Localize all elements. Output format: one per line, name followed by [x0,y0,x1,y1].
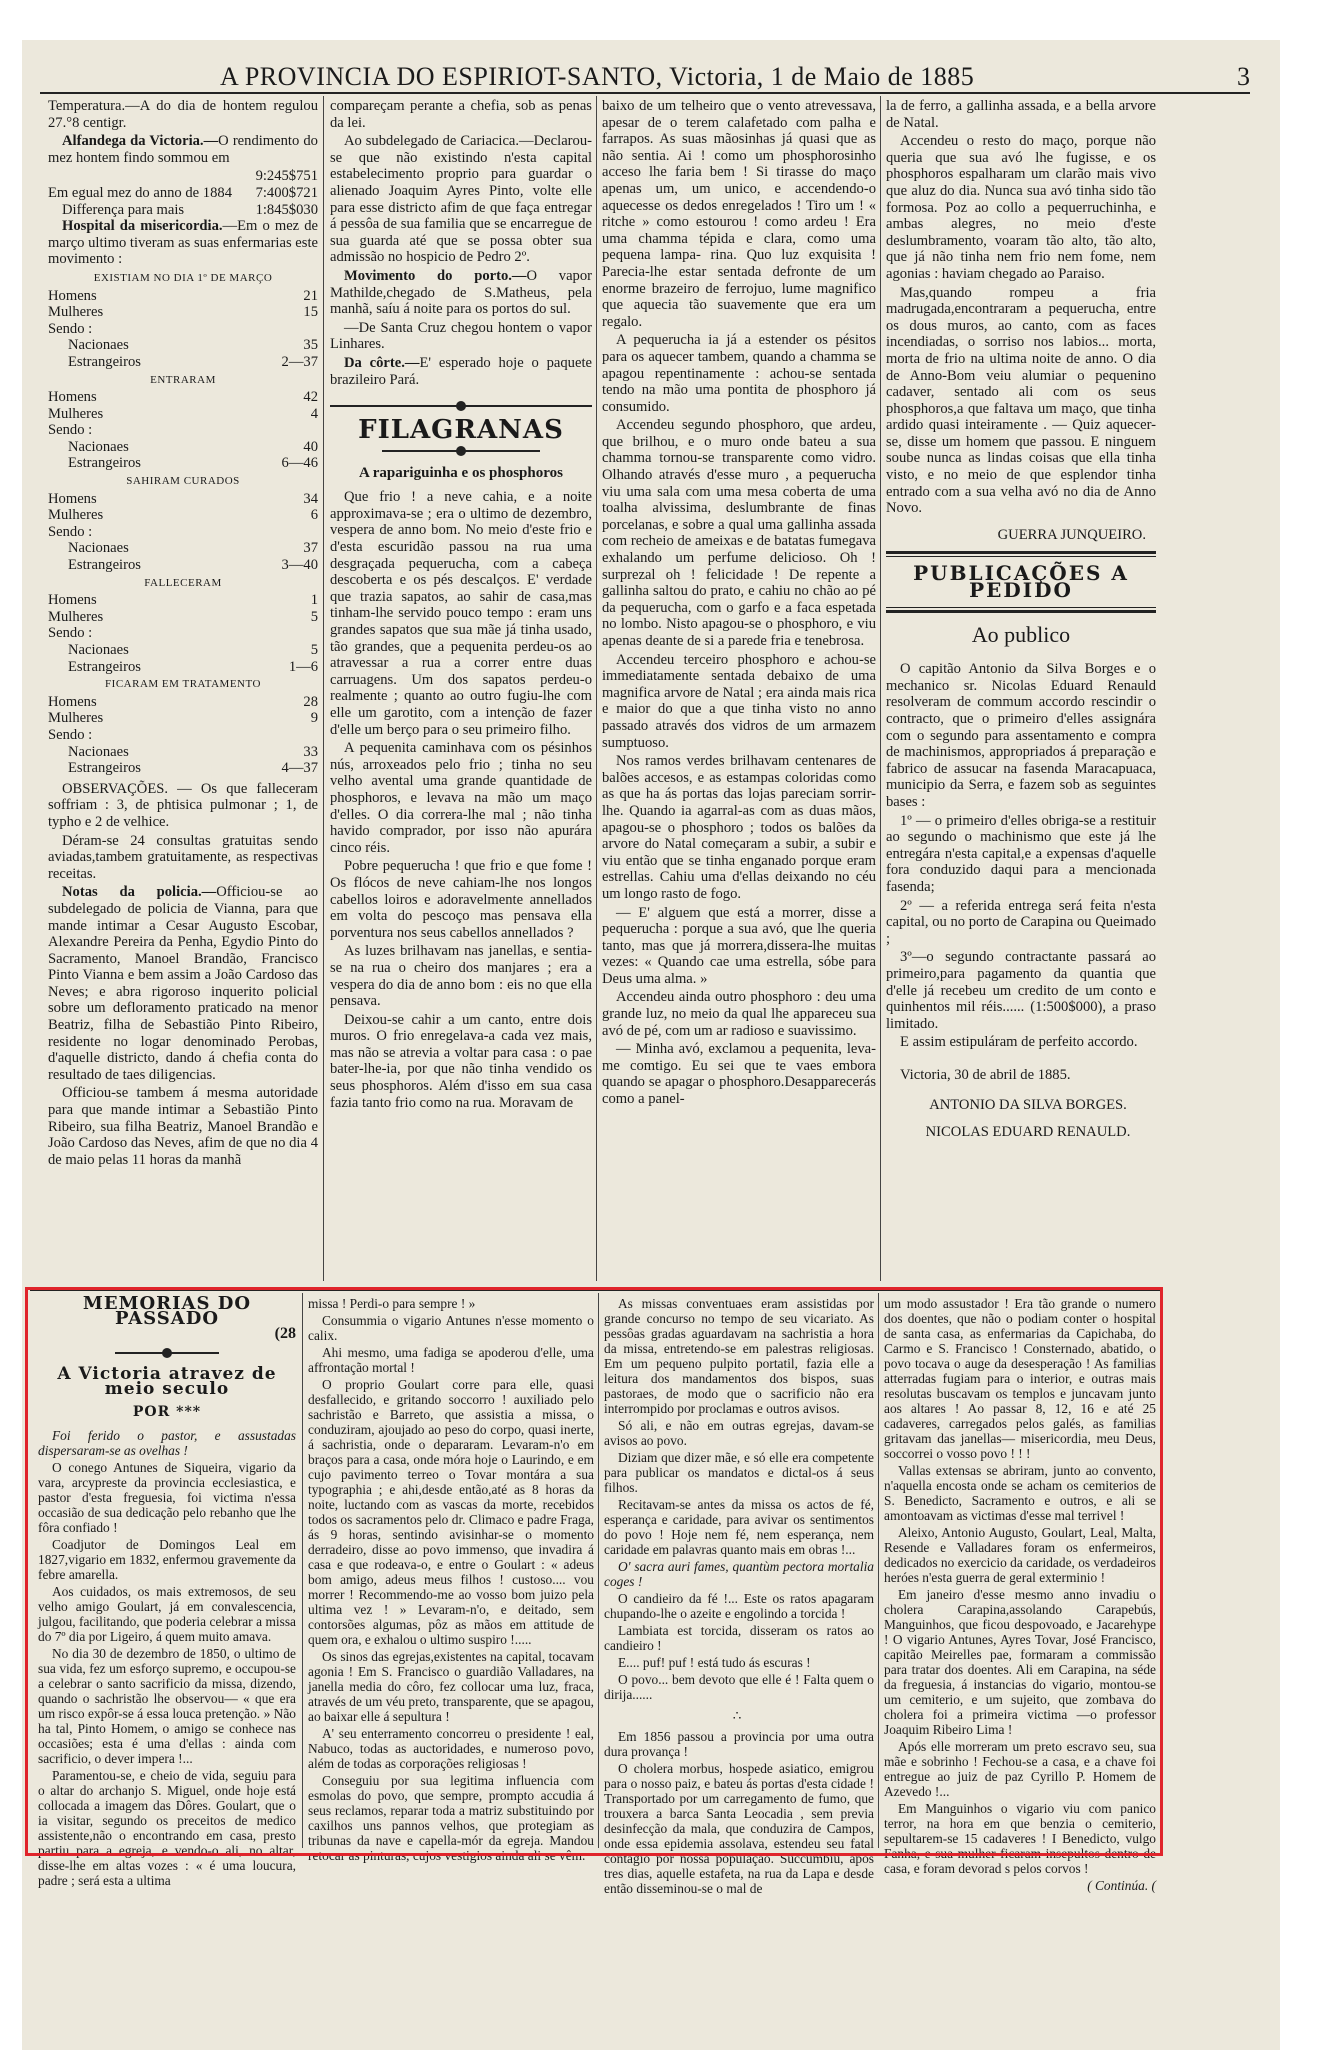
notas-head: Notas da policia.— [62,884,217,901]
col3-text: baixo de um telheiro que o vento atrevessava, apesar de o terem calafetado com palha e farrapos. As suas mãosinhas já quasi que as não sentia. Ai ! como um phosphorosinho acceso lhe faria bem ! Si tirasse do maço apenas um, um unico, e accendendo-o aquecesse os dedos enregelados ! Tiro um ! « ritche » como estourou ! como ardeu ! Era uma chamma tépida e clara, como uma pequena lampa- rina. Quo luz exquisita ! Parecia-lhe estar sentada defronte de um enorme brazeiro de ferrojuo, lume magnifico que aquecia tão suavemente que era um regalo. [602,98,876,330]
memorias-c1d: No dia 30 de dezembro de 1850, o ultimo de sua vida, fez um esforço supremo, e occupou-se a celebrar o santo sacrificio da missa, dizendo, quando o sachristão lhe observou— « que era um risco expôr-se á essa louca pretenção. » Não ha tal, Pinto Homem, o amigo se conhece nas occasiões; esta é uma d'ellas : ainda com sacrificio, o dever impera !... [38,1646,296,1766]
stat-label: Nacionaes [68,642,129,658]
filagranas-heading: FILAGRANAS [358,415,564,446]
signatory-1: ANTONIO DA SILVA BORGES. [929,1097,1127,1114]
stats-subhead: SAHIRAM CURADOS [126,475,240,488]
memorias-c3i: O povo... bem devoto que elle é ! Falta quem o dirija...... [604,1672,874,1702]
memorias-c3k: O cholera morbus, hospede asiatico, emigrou para o nosso paiz, e bateu ás portas d'esta cidade ! Transportado por um carregamento de fumo, que trouxera a barca Santa Leocadia , sem previa desinfecção da mala, que conduzira de Campos, onde essa epidemia assolava, estendeu seu fatal contagio por nossa população. Succumbiu, após tres dias, aquelle estafeta, na rua da Lapa e desde então disseminou-se o mal de [604,1761,874,1896]
stat-label: Estrangeiros [68,760,141,777]
stat-value: 33 [303,743,318,760]
memorias-number: (28 [274,1325,296,1342]
memorias-c2e: Os sinos das egrejas,existentes na capital, tocavam agonia ! Em S. Francisco o guardião Valladares, na janella media do côro, fez collocar uma luz, fraca, através de um véu preto, transparente, que se apagou, ao baixar elle á sepultura ! [308,1649,594,1724]
stats-subhead: ENTRARAM [150,373,216,386]
stat-label: Estrangeiros [68,557,141,574]
signature: GUERRA JUNQUEIRO. [997,526,1146,543]
stat-value: 5 [310,642,318,658]
stat-value: 42 [303,389,318,406]
story-subheading: A rapariguinha e os phosphoros [359,464,563,481]
consultas-text: Déram-se 24 consultas gratuitas sendo aviadas,tambem gratuitamente, as respectivas receitas. [48,832,318,882]
observacoes-text: OBSERVAÇÕES. — Os que falleceram soffriam : 3, de phtisica pulmonar ; 1, de typho e 2 de velhice. [48,780,318,830]
story-p2: A pequenita caminhava com os pésinhos nús, arroxeados pelo frio ; tinha no seu velho avental uma grande quantidade de phosphoros, e levava na mão um maço d'elles. O dia correra-lhe mal ; não tinha havido comprador, por isso não apurára cinco réis. [330,740,592,856]
stat-value: 15 [303,304,318,321]
stat-label: Sendo : [48,320,93,337]
temperatura-text: Temperatura.—A do dia de hontem regulou 27.°8 centigr. [48,98,318,131]
col3-p6: — E' alguem que está a morrer, disse a pequerucha : porque a sua avó, que lhe queria tanto, mas que já morrera,dissera-lhe muitas vezes: « Quando cae uma estrella, sóbe para Deus uma alma. » [602,904,876,987]
double-rule [886,551,1156,557]
memorias-c4: um modo assustador ! Era tão grande o numero dos doentes, que não o podiam conter o hospital de santa casa, as enfermarias da Capichaba, do Carmo e S. Francisco ! Consternado, abatido, o povo tocava o auge da desesperação ! As familias atterradas fugiam para o interior, e outras mais resolutas buscavam os templos e juncavam junto aos altares ! Ao passar 8, 12, 16 e até 25 cadaveres, carregados pelos galés, as familias gritavam das janellas— misericordia, meu Deus, soccorrei o vosso povo ! ! ! [884,1296,1156,1461]
story-p5: Deixou-se cahir a um canto, entre dois muros. O frio enregelava-a cada vez mais, mas não se atrevia a voltar para casa : o pae bater-lhe-ia, por que não tinha vendido os seus phosphoros. Além d'isso em sua casa fazia tanto frio como na rua. Moravam de [330,1011,592,1111]
hospital-head: Hospital da misericordia. [62,218,223,235]
stat-label: Homens [48,389,97,406]
col4-p4: O capitão Antonio da Silva Borges e o mechanico sr. Nicolas Eduard Renauld resolveram de commum accordo rescindir o contracto, que o primeiro d'elles assignára com o segundo para assentamento e compra de machinismos, appropriados á preparação e fabrico de assucar na fasenda Maracapuaca, municipio da Serra, e fazem sob as seguintes bases : [886,661,1156,810]
memorias-title: MEMORIAS DO PASSADO [82,1293,252,1329]
alfandega-head: Alfandega da Victoria.— [62,133,219,150]
ao-publico-heading: Ao publico [971,621,1071,647]
alfandega-stats [48,168,318,218]
stats-subhead: FICARAM EM TRATAMENTO [105,678,261,691]
stat-value: 1 [310,592,318,609]
memorias-author: POR *** [132,1404,202,1420]
stat-label: Nacionaes [68,743,129,760]
stat-label: Nacionaes [68,438,129,455]
stat-label: Estrangeiros [68,353,141,370]
col4-p5: 1º — o primeiro d'elles obriga-se a restituir ao segundo o machinismo que este já lhe entregára n'esta capital,e a expensas d'aquelle fora conduzido daqui para a mencionada fasenda; [886,812,1156,895]
stat-value: 9 [310,710,318,727]
stat-label: Homens [48,592,97,609]
memorias-c4b: Vallas extensas se abriram, junto ao convento, n'aquella encosta onde se acham os cemiterios de S. Benedicto, Sacramento e outros, e ali se amontoavam as victimas d'esse mal terrivel ! [884,1463,1156,1523]
stat-label: Sendo : [48,422,93,439]
stat-label: Homens [48,287,97,304]
col4-p1: la de ferro, a gallinha assada, e a bella arvore de Natal. [886,98,1156,131]
col4-p8: E assim estipuláram de perfeito accordo. [900,1034,1138,1051]
memorias-c1e: Paramentou-se, e cheio de vida, seguiu para o altar do archanjo S. Miguel, onde hoje está collocada a imagem das Dôres. Goulart, que o ia visitar, segundo os preceitos de medico assistente,não o encontrando em casa, presto partiu para a egreja, e vendo-o ali, no altar, disse-lhe em altas vozes : « é uma loucura, padre ; será esta a ultima [38,1768,296,1888]
publicacoes-heading: PUBLICAÇÕES A PEDIDO [913,561,1129,603]
continua-mark: ( Continúa. ( [1087,1878,1156,1893]
section-divider [330,400,592,412]
stat-value: 1—6 [288,658,318,675]
alfandega-text: O rendimento do mez hontem findo sommou em [48,133,318,166]
memorias-c3j: Em 1856 passou a provincia por uma outra dura provança ! [604,1729,874,1759]
alfandega-value-1: 9:245$751 [255,168,318,185]
stat-value: 21 [303,287,318,304]
memorias-c2g: Conseguiu por sua legitima influencia com esmolas do povo, que sempre, prompto accudia á seus reclamos, reparar toda a matriz substituindo por caxilhos uns pannos velhos, que protegiam as tribunas da nave e capella-mór da egreja. Mandou retocar as pinturas, cujos vestigios ainda ali se vêm. [308,1773,594,1863]
memorias-c1: O conego Antunes de Siqueira, vigario da vara, arcypreste da provincia ecclesiastica, e pastor d'esta freguesia, foi victima n'essa occasião de sua dedicação pelo rebanho que lhe fôra confiado ! [38,1460,296,1535]
column-4 [886,98,1156,1293]
section-stars: ∴ [732,1708,746,1723]
stat-label: Homens [48,693,97,710]
corte-head: Da côrte.— [344,354,420,371]
stat-value: 6—46 [281,455,318,472]
movimento-text: O vapor Mathilde,chegado de S.Matheus, pela manhã, saíu á noite para os portos do sul. [330,267,592,318]
story-p4: As luzes brilhavam nas janellas, e sentia-se na rua o cheiro dos manjares ; era a vespera do dia de anno bom : eis no que ella pensava. [330,943,592,1010]
notas-text-2: Officiou-se tambem á mesma autoridade para que mande intimar a Sebastião Pinto Ribeiro, sua filha Beatriz, Manoel Brandão e João Cardoso das Neves, afim de que no dia 4 de maio pelas 11 horas da manhã [48,1085,318,1168]
memorias-c3c: Diziam que dizer mãe, e só elle era competente para publicar os mandatos e dictal-os á seus filhos. [604,1450,874,1495]
memorias-epigraph: Foi ferido o pastor, e assustadas dispersaram-se as ovelhas ! [38,1428,296,1458]
memorias-c3b: Só ali, e não em outras egrejas, davam-se avisos ao povo. [604,1418,874,1448]
double-rule [886,607,1156,613]
col4-p6: 2º — a referida entrega será feita n'esta capital, ou no porto de Carapina ou Queimado ; [886,897,1156,947]
col3-p8: — Minha avó, exclamou a pequenita, leva-me comtigo. Eu sei que te vaes embora quando se apagar o phosphoro.Desapparecerás como a panel- [602,1041,876,1108]
memorias-c2f: A' seu enterramento concorreu o presidente ! eal, Nabuco, todas as auctoridades, e numeroso povo, além de todas as corporações religiosas ! [308,1726,594,1771]
col2-p2: Ao subdelegado de Cariacica.—Declarou-se que não existindo n'esta capital estabelecimento proprio para guardar o alienado Joaquim Ayres Pinto, volte elle para esse districto afim de que faça entregar á pessôa de sua familia que se encarregue de sua guarda até que se possa obter sua admissão no hospicio de Pedro 2º. [330,133,592,266]
stat-value: 35 [303,337,318,354]
memorias-c3f: O candieiro da fé !... Este os ratos apagaram chupando-lhe o azeite e engolindo a torcida ! [604,1591,874,1621]
story-p3: Pobre pequerucha ! que frio e que fome ! Os flócos de neve cahiam-lhe nos longos cabellos loiros e adoravelmente annellados em volta do pescoço mas pensava ella porventura nos seus cabellos annellados ? [330,858,592,941]
stats-subhead: FALLECERAM [144,576,222,589]
stat-label: Estrangeiros [68,455,141,472]
stat-label: Mulheres [48,507,104,524]
movimento-head: Movimento do porto.— [344,267,527,284]
memorias-c4c: Aleixo, Antonio Augusto, Goulart, Leal, Malta, Resende e Valladares foram os enfermeiros, dedicados no exercicio da caridade, os verdadeiros heróes n'esta guerra de geral exterminio ! [884,1525,1156,1585]
column-rule [596,96,597,1281]
memorias-c3: As missas conventuaes eram assistidas por grande concurso no tempo de seu vicariato. As pessôas gradas aguardavam na sachristia a hora da missa, entretendo-se em palestras religiosas. Em um pequeno pulpito portatil, fazia elle a leitura dos mandamentos dos bispos, suas pastoraes, de modo que o sacrificio não era interrompido por proclamas e outros avisos. [604,1296,874,1416]
col4-p2: Accendeu o resto do maço, porque não queria que sua avó lhe fugisse, e os phosphoros espalharam um clarão mais vivo que aluz do dia. Nunca sua avó tinha sido tão formosa. Poz ao collo a pequerruchinha, e ambas alegres, no meio d'este deslumbramento, voaram tão alto, tão alto, que já não tinha nem frio nem fome, nem agonias : haviam chegado ao Paraiso. [886,133,1156,282]
memorias-c2: missa ! Perdi-o para sempre ! » [308,1296,476,1311]
col3-p7: Accendeu ainda outro phosphoro : deu uma grande luz, no meio da qual lhe appareceu sua avó de pé, com um ar radioso e suavissimo. [602,989,876,1039]
stat-label: Sendo : [48,625,93,642]
stat-label: Homens [48,490,97,507]
date-line: Victoria, 30 de abril de 1885. [900,1066,1071,1083]
stat-label: Sendo : [48,523,93,540]
col3-p5: Nos ramos verdes brilhavam centenares de balões accesos, e as estampas coloridas como as que ha ás portas das lojas pareciam sorrir-lhe. Quando ia agarral-as com as duas mãos, apagou-se o phosphoro ; todos os balões da arvore do Natal começaram a subir, a subir e viu então que se tinha enganado porque eram estrellas. Cahiu uma d'ellas deixando no céu um longo rasto de fogo. [602,753,876,902]
stat-label: Nacionaes [68,337,129,354]
notas-text: Officiou-se ao subdelegado de policia de Vianna, para que mande intimar a Cesar Augusto Escobar, Alexandre Pereira da Penha, Egydio Pinto do Sacramento, Manoel Brandão, Francisco Pinto Vianna e bem assim a João Cardoso das Neves; e abra rigoroso inquerito policial sobre um defloramento praticado na menor Beatriz, filha de Sebastião Pinto Ribeiro, residente no logar denominado Perobas, d'aquelle districto, dando á chefia conta do resultado de taes diligencias. [48,884,318,1083]
stat-value: 40 [303,438,318,455]
memorias-c2c: Ahi mesmo, uma fadiga se apoderou d'elle, uma affrontação mortal ! [308,1345,594,1375]
stat-label: Estrangeiros [68,658,141,675]
col3-p2: A pequerucha ia já a estender os pésitos para os aquecer tambem, quando a chamma se apagou repentinamente : achou-se sentada tendo na mão uma pontita de phosphoro já consumido. [602,332,876,415]
col3-p3: Accendeu segundo phosphoro, que ardeu, que brilhou, e o muro onde bateu a sua chamma tornou-se transparente como vidro. Olhando através d'esse muro , a pequerucha viu uma sala com uma mesa coberta de uma toalha alvissima, deslumbrante de finas porcelanas, e sobre a qual uma gallinha assada com recheio de ameixas e de batatas fumegava exhalando um perfume delicioso. Oh ! surprezal oh ! felicidade ! De repente a gallinha saltou do prato, e cahiu no chão ao pé da pequerucha, com o garfo e a faca espetada no lombo. Nisto apagou-se o phosphoro, e viu apenas deante de si a parede fria e tenebrosa. [602,417,876,649]
hospital-stats [48,270,318,777]
column-3 [602,98,876,1283]
memorias-c1b: Coadjutor de Domingos Leal em 1827,vigario em 1832, enfermou gravemente da febre amarella. [38,1537,296,1582]
stat-label: Sendo : [48,726,93,743]
page-number: 3 [1237,62,1250,91]
masthead [40,54,1250,94]
stat-label: Mulheres [48,405,104,422]
memorias-c3e: O' sacra auri fames, quantùm pectora mortalia coges ! [604,1559,874,1589]
column-1 [48,98,318,1283]
alfandega-label-2: Em egual mez do anno de 1884 [48,184,232,201]
stat-value: 28 [303,693,318,710]
stat-value: 5 [310,608,318,625]
stat-label: Mulheres [48,710,104,727]
alfandega-value-2: 7:400$721 [255,184,318,201]
masthead-title: A PROVINCIA DO ESPIRIOT-SANTO, Victoria, 1 de Maio de 1885 [220,62,975,91]
column-rule [880,96,881,1281]
memorias-c3h: E.... puf! puf ! está tudo ás escuras ! [618,1655,811,1670]
memorias-subtitle: A Victoria atravez de meio seculo [57,1364,277,1399]
stat-label: Nacionaes [68,540,129,557]
memorias-c2d: O proprio Goulart corre para elle, quasi desfallecido, e gritando soccorro ! auxiliado pelo sachristão e Barreto, que assistia a missa, o conduziram, ajoujado ao peso do corpo, quasi inerte, á sachristia, onde o depararam. Levaram-n'o em braços para a casa, onde móra hoje o Laurindo, e em cujo pavimento terreo o Tovar montára a sua typographia ; e ahi,desde então,até as 8 horas da noite, luctando com as vascas da morte, recebidos todos os sacramentos pelo dr. Climaco e padre Fraga, ás 9 horas, sentindo avisinhar-se o momento derradeiro, disse ao povo immenso, que invadira á casa e que rodeava-o, e entre o Goulart : « adeus bom amigo, adeus meus filhos ! custoso.... vou morrer ! Recommendo-me ao vosso bom juizo pela ultima vez ! » Levaram-n'o, e deitado, sem contorsões algumas, pôz as mãos em attitude de quem ora, e exhalou o ultimo suspiro !..... [308,1377,594,1647]
corte-text: E' esperado hoje o paquete brazileiro Pará. [330,354,592,388]
memorias-c3d: Recitavam-se antes da missa os actos de fé, esperança e caridade, para avivar os sentimentos do povo ! Hoje nem fé, nem esperança, nem caridade em palavras quanto mais em obras !... [604,1497,874,1557]
stat-label: Mulheres [48,304,104,321]
memorias-c4f: Em Manguinhos o vigario viu com panico terror, na hora em que benzia o cemiterio, sepultarem-se 15 cadaveres ! I Benedicto, vulgo Fanha, e sua mulher ficaram insepultos dentro de casa, e foram devorad s pelos corvos ! [884,1801,1156,1876]
memorias-c3g: Lambiata est torcida, disseram os ratos ao candieiro ! [604,1623,874,1653]
stat-value: 4—37 [281,760,318,777]
stat-value: 34 [303,490,318,507]
memorias-c4d: Em janeiro d'esse mesmo anno invadiu o cholera Carapina,assolando Carapebús, Manguinhos, que ficou despovoado, e Jacarehype ! O vigario Antunes, Ayres Tovar, José Francisco, capitão Meirelles pae, formaram a commissão para tratar dos doentes. Ali em Carapina, na séde da freguesia, á instancias do vigario, montou-se um cemiterio, e um sujeito, que zombava do cholera foi a primeira victima —o professor Joaquim Ribeiro Lima ! [884,1587,1156,1737]
hospital-text: —Em o mez de março ultimo tiveram as suas enfermarias este movimento : [48,218,318,268]
column-2 [330,98,592,1283]
memorias-c1c: Aos cuidados, os mais extremosos, de seu velho amigo Goulart, já em convalescencia, julgou, facilitando, que poderia celebrar a missa do 7º dia por Ligeiro, á quem muito amava. [38,1584,296,1644]
diferenca-value: 1:845$030 [255,201,318,218]
story-p1: Que frio ! a neve cahia, e a noite approximava-se ; era o ultimo de dezembro, vespera de anno bom. No meio d'este frio e d'esta escuridão passou na rua uma desgraçada pequerucha, com a cabeça descoberta e os pés descalços. E' verdade que trazia sapatos, ao sahir de casa,mas tinham-lhe servido pouco tempo : eram uns grandes sapatos que sua mãe já tinha usado, tão grandes, que a pequenita perdeu-os ao atravessar a rua a correr entre duas carruagens. Um dos sapatos perdeu-o realmente ; quanto ao outro fugiu-lhe com elle um garotito, com a intenção de fazer d'elle um berço para o seu primeiro filho. [330,489,592,738]
stat-label: Mulheres [48,608,104,625]
stat-value: 37 [303,540,318,557]
stat-value: 6 [310,507,318,524]
col2-p3: —De Santa Cruz chegou hontem o vapor Linhares. [330,319,592,353]
ornament-divider [382,445,539,457]
col4-p7: 3º—o segundo contractante passará ao primeiro,para pagamento da quantia que d'elle já recebeu um credito de um conto e quinhentos mil réis...... (1:500$000), a praso limitado. [886,949,1156,1032]
col2-p1: compareçam perante a chefia, sob as penas da lei. [330,98,592,131]
stats-subhead: EXISTIAM NO DIA 1º DE MARÇO [93,271,273,284]
diferenca-label: Differença para mais [62,201,185,218]
col3-p4: Accendeu terceiro phosphoro e achou-se immediatamente sentada debaixo de uma magnifica arvore de Natal ; era ainda mais rica e maior do que a que tinha visto no anno passado através dos vidros de um armazem sumptuoso. [602,651,876,751]
memorias-c2b: Consummia o vigario Antunes n'esse momento o calix. [308,1313,594,1343]
memorias-c4e: Após elle morreram um preto escravo seu, sua mãe e sobrinho ! Fechou-se a casa, e a chave foi entregue ao juiz de paz Cyrillo P. Homem de Azevedo !... [884,1739,1156,1799]
col4-p3: Mas,quando rompeu a fria madrugada,encontraram a pequerucha, entre os dous muros, ao canto, com as faces incendiadas, o sorriso nos labios... morta, morta de frio na ultima noite de anno. O dia de Anno-Bom veiu alumiar o pequenino cadaver, sentado ali com os seus phosphoros,a que faltava um maço, que tinha ardido quasi inteiramente . — Quiz aquecer-se, disse um homem que passou. E ninguem soube nunca as lindas coisas que ella tinha visto, e no meio de que esplendor tinha entrado com a sua velha avó no dia de Anno Novo. [886,284,1156,517]
column-rule [323,96,324,1281]
highlight-box [25,1287,1163,1856]
stat-value: 3—40 [281,557,318,574]
signatory-2: NICOLAS EDUARD RENAULD. [925,1124,1131,1141]
stat-value: 4 [310,405,318,422]
stat-value: 2—37 [281,353,318,370]
